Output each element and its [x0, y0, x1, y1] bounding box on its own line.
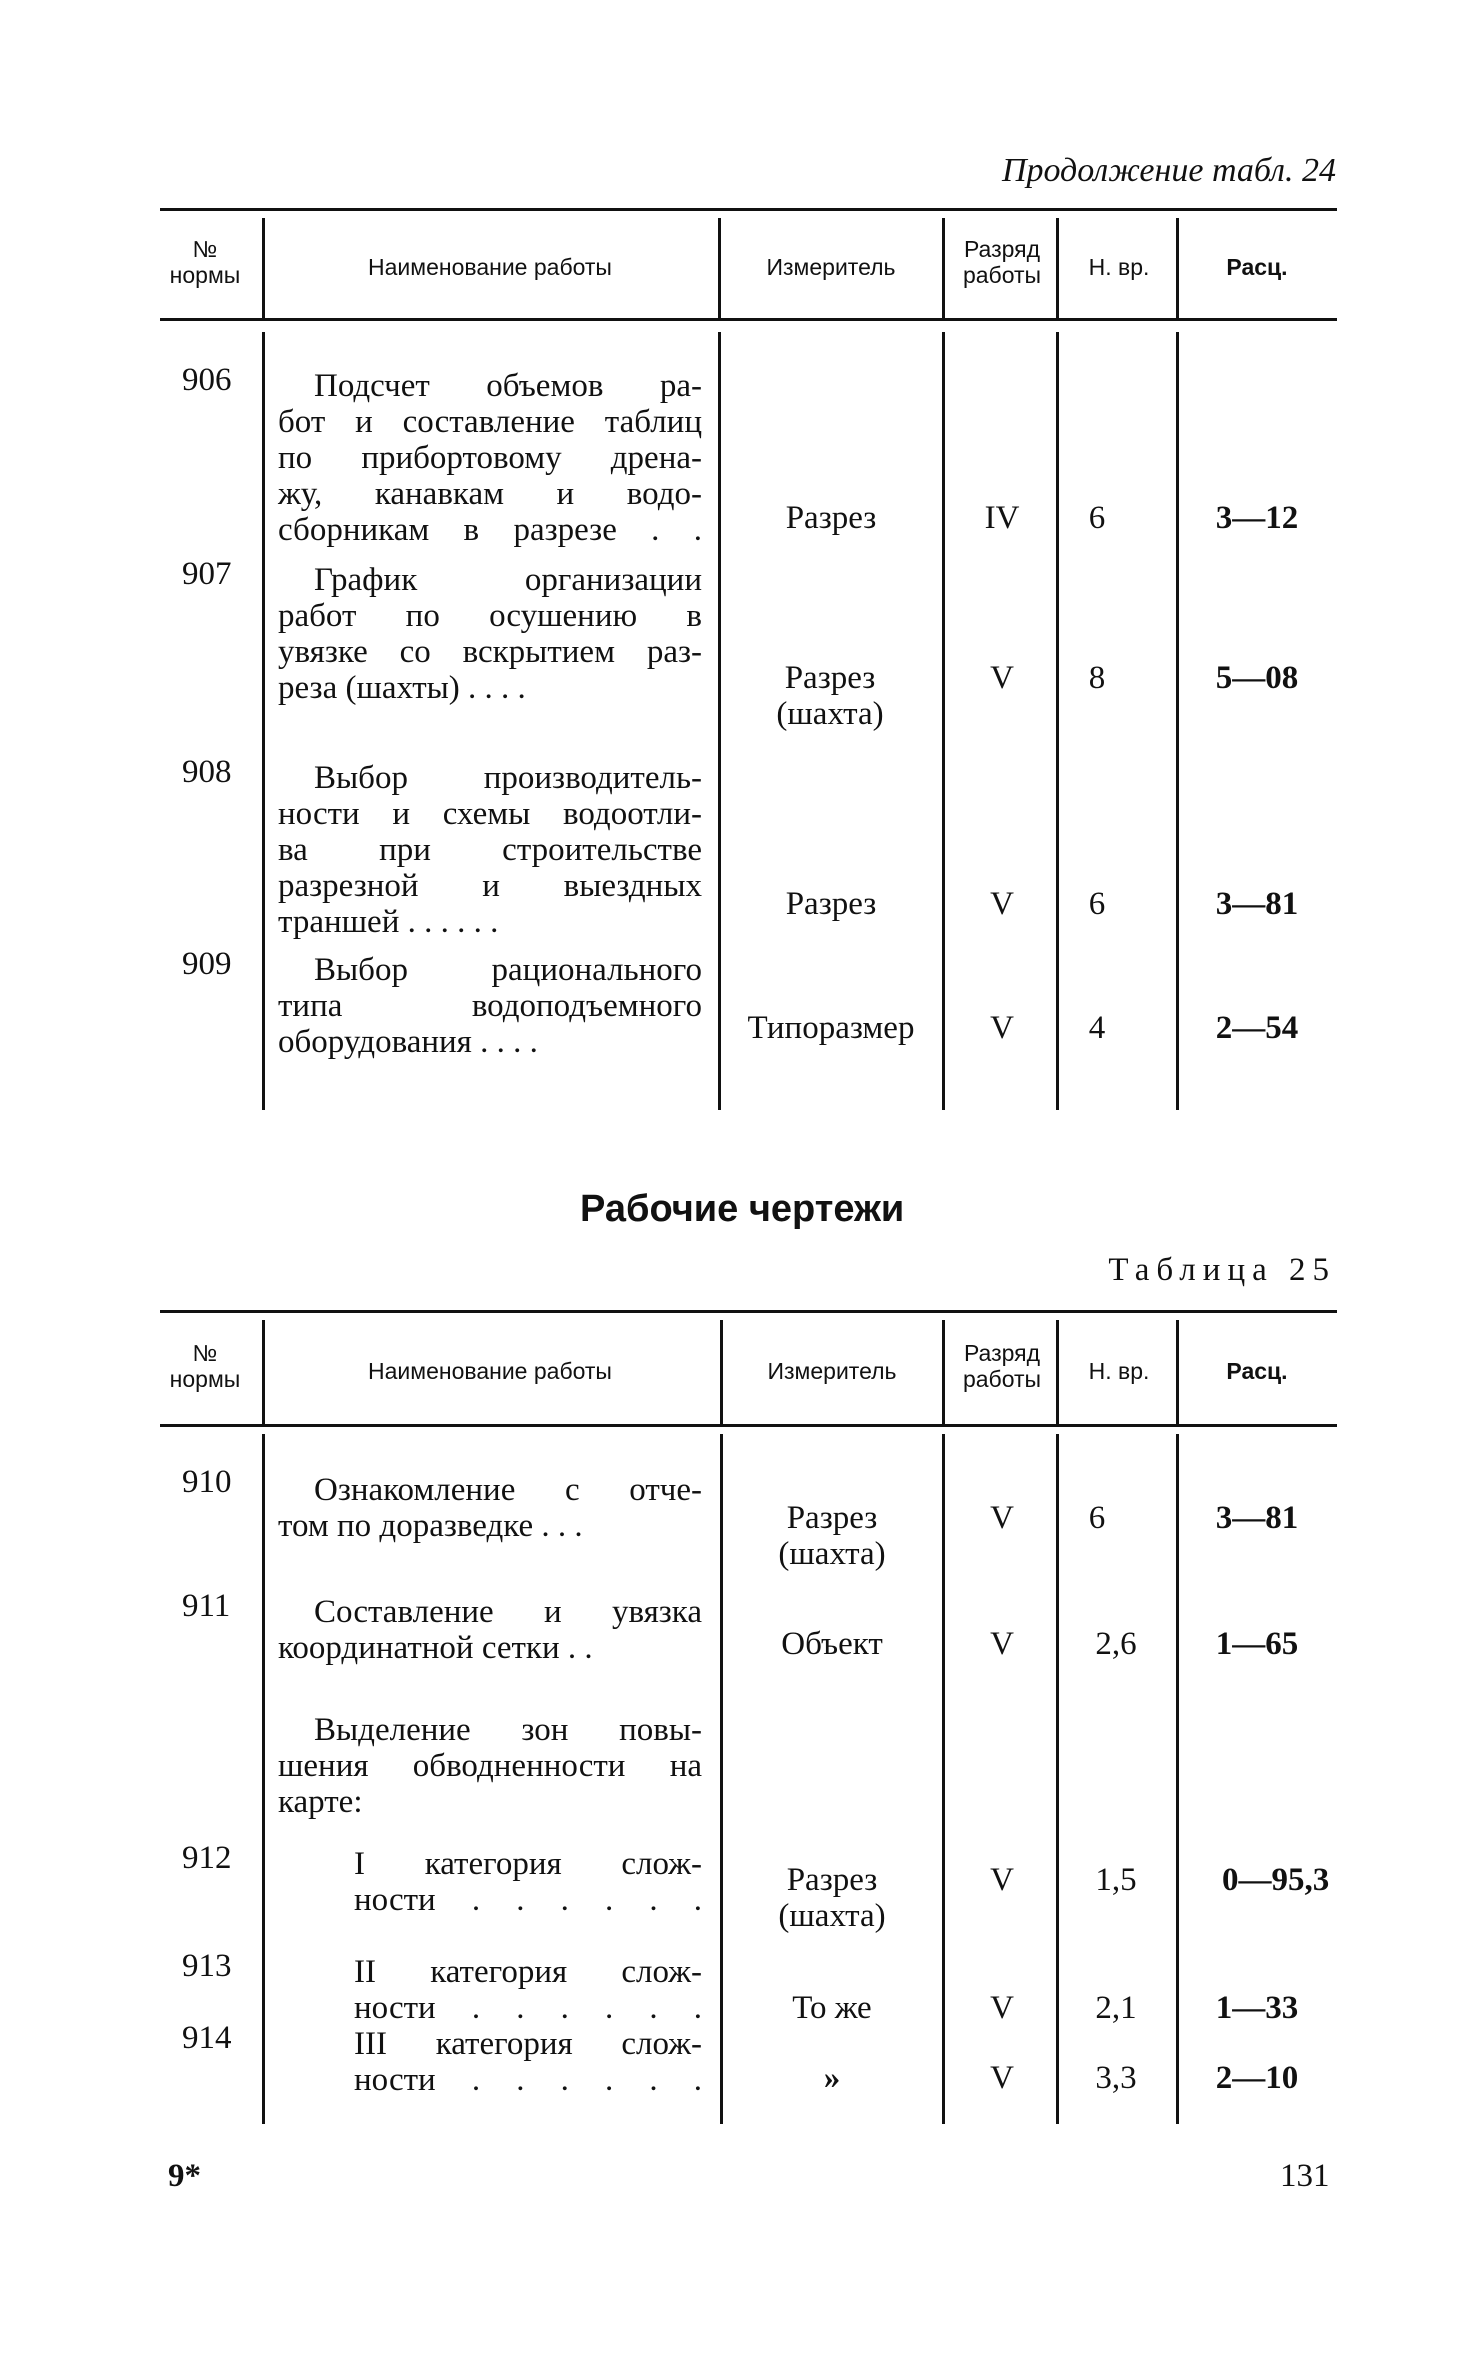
- meter-cell: Разрез (шахта): [778, 1500, 886, 1572]
- meter-cell: Объект: [781, 1626, 883, 1662]
- work-description: [278, 760, 702, 940]
- column-divider: [262, 1320, 265, 1424]
- time-cell: 1,5: [1095, 1862, 1137, 1898]
- table-header-rule: [160, 1424, 1337, 1427]
- grade-cell: V: [990, 1626, 1014, 1662]
- time-cell: 6: [1088, 500, 1106, 536]
- description-line: жу, канавкам и водо-: [278, 476, 702, 512]
- header-rate: Расц.: [1226, 254, 1288, 280]
- meter-cell: То же: [792, 1990, 872, 2026]
- header-norm-no: № нормы: [169, 236, 241, 289]
- description-line: ности . . . . . .: [354, 2062, 702, 2098]
- norm-number: 911: [182, 1588, 231, 1624]
- grade-cell: V: [990, 1862, 1014, 1898]
- column-divider: [1176, 1320, 1179, 1424]
- time-cell: 2,1: [1095, 1990, 1137, 2026]
- header-grade: Разряд работы: [962, 236, 1042, 289]
- work-description: [278, 1472, 702, 1544]
- description-line: ва при строительстве: [278, 832, 702, 868]
- header-grade: Разряд работы: [962, 1340, 1042, 1393]
- column-divider: [942, 218, 945, 318]
- column-divider: [262, 332, 265, 1110]
- description-line: ности . . . . . .: [354, 1990, 702, 2026]
- description-line: Выбор производитель-: [314, 760, 702, 796]
- signature-mark: 9*: [168, 2158, 201, 2194]
- grade-cell: V: [990, 886, 1014, 922]
- description-line: оборудования . . . .: [278, 1024, 538, 1060]
- column-divider: [720, 1434, 723, 2124]
- rate-cell: 1—65: [1215, 1626, 1299, 1662]
- description-line: карте:: [278, 1784, 363, 1820]
- column-divider: [720, 1320, 723, 1424]
- norm-number: 908: [182, 754, 232, 790]
- time-cell: 6: [1088, 886, 1106, 922]
- description-line: по прибортовому дрена-: [278, 440, 702, 476]
- norm-number: 910: [182, 1464, 232, 1500]
- description-line: Подсчет объемов ра-: [314, 368, 702, 404]
- header-norm-no: № нормы: [169, 1340, 241, 1393]
- grade-cell: IV: [984, 500, 1020, 536]
- grade-cell: V: [990, 1500, 1014, 1536]
- description-line: ности и схемы водоотли-: [278, 796, 702, 832]
- column-divider: [718, 332, 721, 1110]
- column-divider: [1056, 332, 1059, 1110]
- norm-number: 909: [182, 946, 232, 982]
- description-line: Ознакомление с отче-: [314, 1472, 702, 1508]
- work-description: [354, 1846, 702, 1918]
- table-top-rule: [160, 1310, 1337, 1313]
- description-line: Выбор рационального: [314, 952, 702, 988]
- time-cell: 8: [1088, 660, 1106, 696]
- rate-cell: 2—10: [1215, 2060, 1299, 2096]
- description-line: разрезной и выездных: [278, 868, 702, 904]
- table-label: Таблица 25: [1108, 1252, 1336, 1288]
- column-divider: [942, 1434, 945, 2124]
- page-number: 131: [1280, 2158, 1330, 2194]
- time-cell: 4: [1088, 1010, 1106, 1046]
- work-group-description: [278, 1712, 702, 1820]
- norm-number: 912: [182, 1840, 232, 1876]
- norm-number: 906: [182, 362, 232, 398]
- header-work-name: Наименование работы: [368, 254, 612, 280]
- description-line: I категория слож-: [354, 1846, 702, 1882]
- meter-cell: Типоразмер: [747, 1010, 915, 1046]
- description-line: График организации: [314, 562, 702, 598]
- description-line: Выделение зон повы-: [314, 1712, 702, 1748]
- header-time: Н. вр.: [1088, 1358, 1150, 1384]
- work-description: [278, 1594, 702, 1666]
- rate-cell: 0—95,3: [1222, 1862, 1330, 1898]
- description-line: координатной сетки . .: [278, 1630, 593, 1666]
- column-divider: [1176, 332, 1179, 1110]
- description-line: работ по осушению в: [278, 598, 702, 634]
- rate-cell: 3—81: [1215, 1500, 1299, 1536]
- description-line: ности . . . . . .: [354, 1882, 702, 1918]
- description-line: II категория слож-: [354, 1954, 702, 1990]
- description-line: III категория слож-: [354, 2026, 702, 2062]
- description-line: увязке со вскрытием раз-: [278, 634, 702, 670]
- column-divider: [262, 218, 265, 318]
- column-divider: [1056, 1434, 1059, 2124]
- rate-cell: 3—12: [1215, 500, 1299, 536]
- grade-cell: V: [990, 1990, 1014, 2026]
- grade-cell: V: [990, 1010, 1014, 1046]
- meter-cell: Разрез (шахта): [776, 660, 884, 732]
- work-description: [278, 368, 702, 548]
- description-line: траншей . . . . . .: [278, 904, 499, 940]
- meter-cell: Разрез (шахта): [778, 1862, 886, 1934]
- header-meter: Измеритель: [766, 254, 896, 280]
- rate-cell: 2—54: [1215, 1010, 1299, 1046]
- column-divider: [1056, 1320, 1059, 1424]
- column-divider: [718, 218, 721, 318]
- time-cell: 6: [1088, 1500, 1106, 1536]
- work-description: [278, 952, 702, 1060]
- table-header-rule: [160, 318, 1337, 321]
- rate-cell: 3—81: [1215, 886, 1299, 922]
- table-caption: Продолжение табл. 24: [1001, 152, 1336, 189]
- header-rate: Расц.: [1226, 1358, 1288, 1384]
- description-line: том по доразведке . . .: [278, 1508, 583, 1544]
- norm-number: 913: [182, 1948, 232, 1984]
- time-cell: 2,6: [1095, 1626, 1137, 1662]
- column-divider: [1056, 218, 1059, 318]
- column-divider: [942, 1320, 945, 1424]
- description-line: типа водоподъемного: [278, 988, 702, 1024]
- header-meter: Измеритель: [767, 1358, 897, 1384]
- grade-cell: V: [990, 2060, 1014, 2096]
- header-work-name: Наименование работы: [368, 1358, 612, 1384]
- column-divider: [1176, 1434, 1179, 2124]
- meter-cell: »: [823, 2060, 841, 2096]
- grade-cell: V: [990, 660, 1014, 696]
- norm-number: 914: [182, 2020, 232, 2056]
- column-divider: [262, 1434, 265, 2124]
- work-description: [278, 562, 702, 706]
- work-description: [354, 1954, 702, 2026]
- meter-cell: Разрез: [785, 500, 877, 536]
- table-top-rule: [160, 208, 1337, 211]
- description-line: сборникам в разрезе . .: [278, 512, 702, 548]
- meter-cell: Разрез: [785, 886, 877, 922]
- description-line: реза (шахты) . . . .: [278, 670, 526, 706]
- column-divider: [942, 332, 945, 1110]
- section-title: Рабочие чертежи: [580, 1188, 905, 1230]
- norm-number: 907: [182, 556, 232, 592]
- column-divider: [1176, 218, 1179, 318]
- time-cell: 3,3: [1095, 2060, 1137, 2096]
- description-line: шения обводненности на: [278, 1748, 702, 1784]
- description-line: бот и составление таблиц: [278, 404, 702, 440]
- rate-cell: 5—08: [1215, 660, 1299, 696]
- description-line: Составление и увязка: [314, 1594, 702, 1630]
- header-time: Н. вр.: [1088, 254, 1150, 280]
- rate-cell: 1—33: [1215, 1990, 1299, 2026]
- work-description: [354, 2026, 702, 2098]
